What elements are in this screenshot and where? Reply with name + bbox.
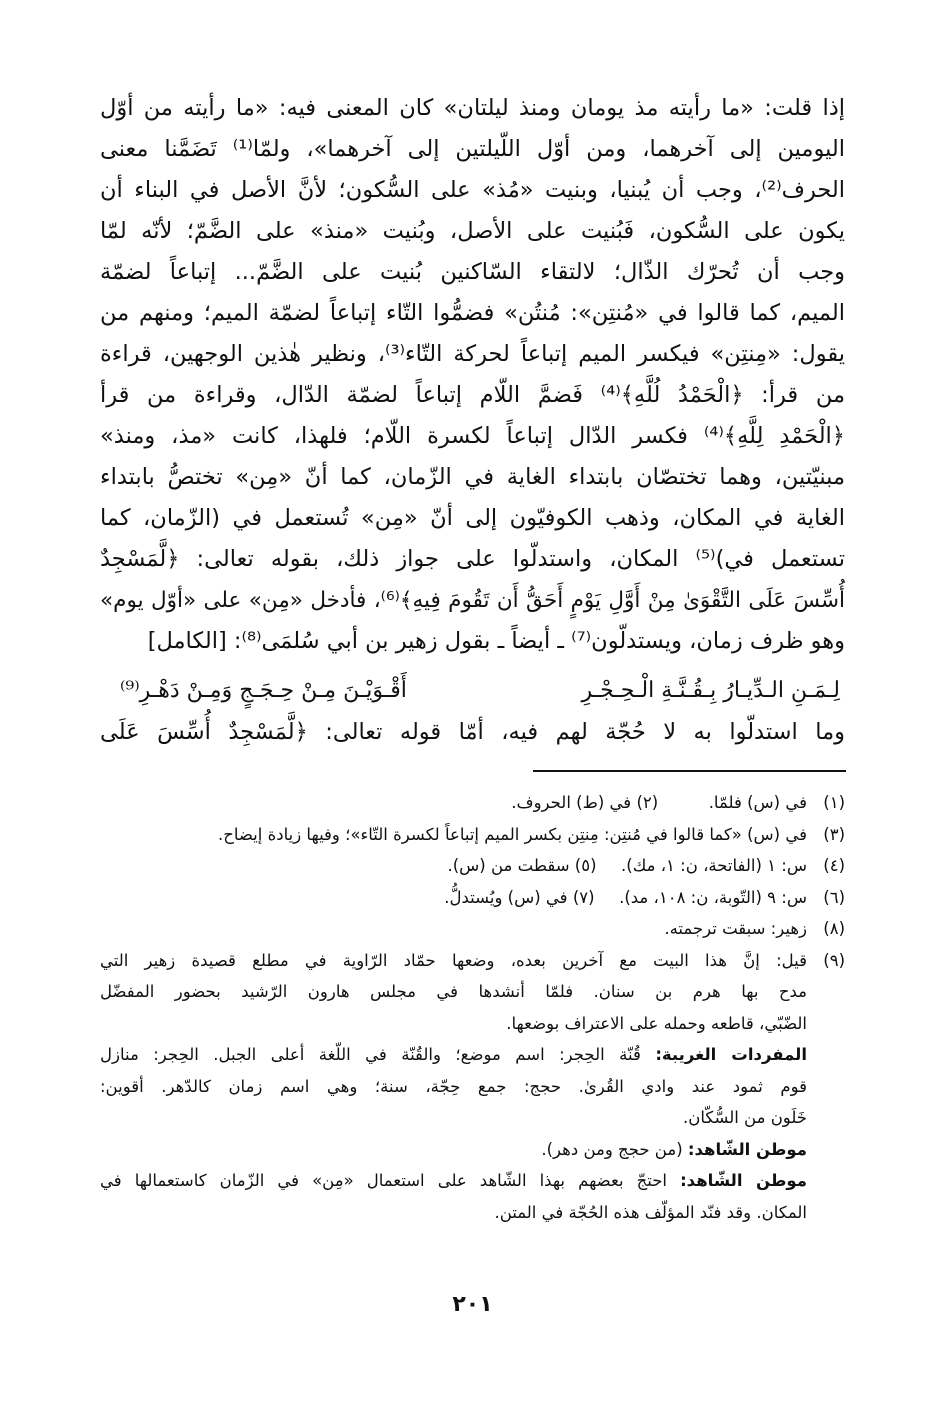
footnote-text: زهير: سبقت ترجمته. xyxy=(664,919,807,938)
text-line: وهو ظرف زمان، ويستدلّون⁽⁷⁾ ـ أيضاً ـ بقول زهير بن أبي سُلمَى⁽⁸⁾: [الكامل] xyxy=(147,628,845,654)
text-line: وجب أن تُحرّك الذّال؛ لالتقاء السّاكنين بُنيت على الضَّمّ... إتباعاً لضمّة xyxy=(100,259,845,285)
footnote-text: مدح بها هرم بن سنان. فلمّا أنشدها في مجلس هارون الرّشيد بحضور المفضّل xyxy=(100,982,807,1001)
footnote-vocab xyxy=(100,1039,845,1071)
footnote-number: (٢) xyxy=(636,793,659,812)
footnote-text: في (س) فلمّا. xyxy=(708,793,807,812)
text-line: أُسِّسَ عَلَى التَّقْوَىٰ مِنْ أَوَّلِ يَوْمٍ أَحَقُّ أَن تَقُومَ فِيهِ﴾⁽⁶⁾، فأدخل «مِن» على «أوّل يوم» xyxy=(100,588,845,613)
footnote-number: (٧) xyxy=(572,887,595,907)
verse-second-hemistich: أَقْـوَيْـنَ مِـنْ حِـجَـجٍ وَمِـنْ دَهْـرِ⁽⁹⁾ xyxy=(120,677,407,703)
main-text xyxy=(100,88,845,662)
footnote-text: سقطت من (س). xyxy=(447,856,570,875)
footnote-row xyxy=(100,945,845,977)
footnote-text: قُنّة الحِجر: اسم موضع؛ والقُنّة في اللّغة أعلى الجبل. الحِجر: منازل xyxy=(100,1045,641,1064)
shahid-label: موطن الشّاهد: xyxy=(680,1171,807,1190)
footnote-text: الضّبّي، قاطعه وحمله على الاعتراف بوضعها. xyxy=(506,1013,807,1033)
footnote-text: س: ١ (الفاتحة، ن: ١، مك). xyxy=(621,856,807,875)
footnote-text: س: ٩ (التّوبة، ن: ١٠٨، مد). xyxy=(619,887,807,907)
page-number: ٢٠١ xyxy=(452,1292,493,1317)
text-line: ﴿الْحَمْدِ لِلَّهِ﴾⁽⁴⁾ فكسر الدّال إتباعاً لكسرة اللّام؛ فلهذا، كانت «مذ، ومنذ» xyxy=(100,423,845,449)
footnote-number: (٥) xyxy=(574,856,597,875)
footnote-row xyxy=(100,913,845,945)
footnote-divider xyxy=(533,770,846,772)
vocab-label: المفردات الغريبة: xyxy=(655,1045,807,1064)
footnote-text: في (س) «كما قالوا في مُنتِن: مِنتِن بكسر الميم إتباعاً لكسرة التّاء»؛ وفيها زيادة إيضاح. xyxy=(217,824,807,844)
footnote-number: (٨) xyxy=(823,919,845,938)
footnote-text: قيل: إنَّ هذا البيت مع آخرين بعده، وضعها حمّاد الرّاوية في مطلع قصيدة زهير التي xyxy=(100,950,807,970)
footnote-text: احتجّ بعضهم بهذا الشّاهد على استعمال «مِن» في الزّمان كاستعمالها في xyxy=(100,1171,668,1190)
text-line: يكون على السُّكون، فَبُنيت على الأصل، وبُنيت «منذ» على الضَّمّ؛ لأنّه لمّا xyxy=(100,218,845,244)
footnote-text: في (ط) الحروف. xyxy=(511,793,632,812)
footnote-text: خَلَون من السُّكّان. xyxy=(682,1108,807,1127)
text-line: الغاية في المكان، وذهب الكوفيّون إلى أنّ «مِن» تُستعمل في (الزّمان، كما xyxy=(100,505,845,531)
footnote-text: (من حجج ومن دهر). xyxy=(541,1139,683,1159)
verse-first-hemistich: لِـمَـنِ الـدِّيـارُ بِـقُـنَّـةِ الْـحِـجْـرِ xyxy=(581,677,840,703)
text-line: مبنيّتين، وهما تختصّان بابتداء الغاية في الزّمان، كما أنّ «مِن» تختصُّ بابتداء xyxy=(100,464,845,490)
footnote-text: المكان. وقد فنّد المؤلّف هذه الحُجّة في المتن. xyxy=(494,1202,807,1222)
text-line: اليومين إلى آخرهما، ومن أوّل اللّيلتين إلى آخرهما»، ولمّا⁽¹⁾ تَضَمَّنا معنى xyxy=(100,136,845,162)
footnote-text: قوم ثمود عند وادي القُرىٰ. حجج: جمع حِجّة، سنة؛ وهي اسم زمان كالدّهر. أقوين: xyxy=(100,1076,807,1096)
poetry-verse xyxy=(120,668,840,712)
text-line: يقول: «مِنتِن» فيكسر الميم إتباعاً لحركة التّاء⁽³⁾، ونظير هٰذين الوجهين، قراءة xyxy=(100,341,845,367)
footnote-row xyxy=(100,882,845,914)
text-line: تستعمل في)⁽⁵⁾ المكان، واستدلّوا على جواز ذلك، بقوله تعالى: ﴿لَّمَسْجِدٌ xyxy=(100,546,845,572)
footnote-row xyxy=(100,819,845,851)
footnote-number: (٦) xyxy=(823,887,845,907)
text-line: الميم، كما قالوا في «مُنتِن»: مُنتُن» فضمُّوا التّاء إتباعاً لضمّة الميم؛ ومنهم من xyxy=(100,300,845,326)
footnote-row xyxy=(100,850,845,882)
footnote-number: (٣) xyxy=(823,824,845,844)
text-line: إذا قلت: «ما رأيته مذ يومان ومنذ ليلتان» كان المعنى فيه: «ما رأيته من أوّل xyxy=(100,95,845,121)
footnote-shahid-use xyxy=(100,1165,845,1197)
footnote-number: (٤) xyxy=(823,856,845,875)
text-line: وما استدلّوا به لا حُجّة لهم فيه، أمّا قوله تعالى: ﴿لَّمَسْجِدٌ أُسِّسَ عَلَى xyxy=(100,719,845,745)
footnote-row xyxy=(100,787,845,819)
main-text-continued xyxy=(100,712,845,753)
shahid-label: موطن الشّاهد: xyxy=(687,1139,807,1159)
footnotes xyxy=(100,787,845,1228)
footnote-number: (١) xyxy=(823,793,845,812)
text-line: من قرأ: ﴿الْحَمْدُ لُلَّهِ﴾⁽⁴⁾ فَضمَّ اللّام إتباعاً لضمّة الدّال، وقراءة من قرأ xyxy=(100,382,845,408)
footnote-number: (٩) xyxy=(823,950,845,970)
footnote-text: في (س) ويُستدلُّ. xyxy=(444,887,568,907)
footnote-shahid-place xyxy=(100,1134,845,1166)
text-line: الحرف⁽²⁾، وجب أن يُبنيا، وبنيت «مُذ» على السُّكون؛ لأنَّ الأصل في البناء أن xyxy=(100,177,845,203)
